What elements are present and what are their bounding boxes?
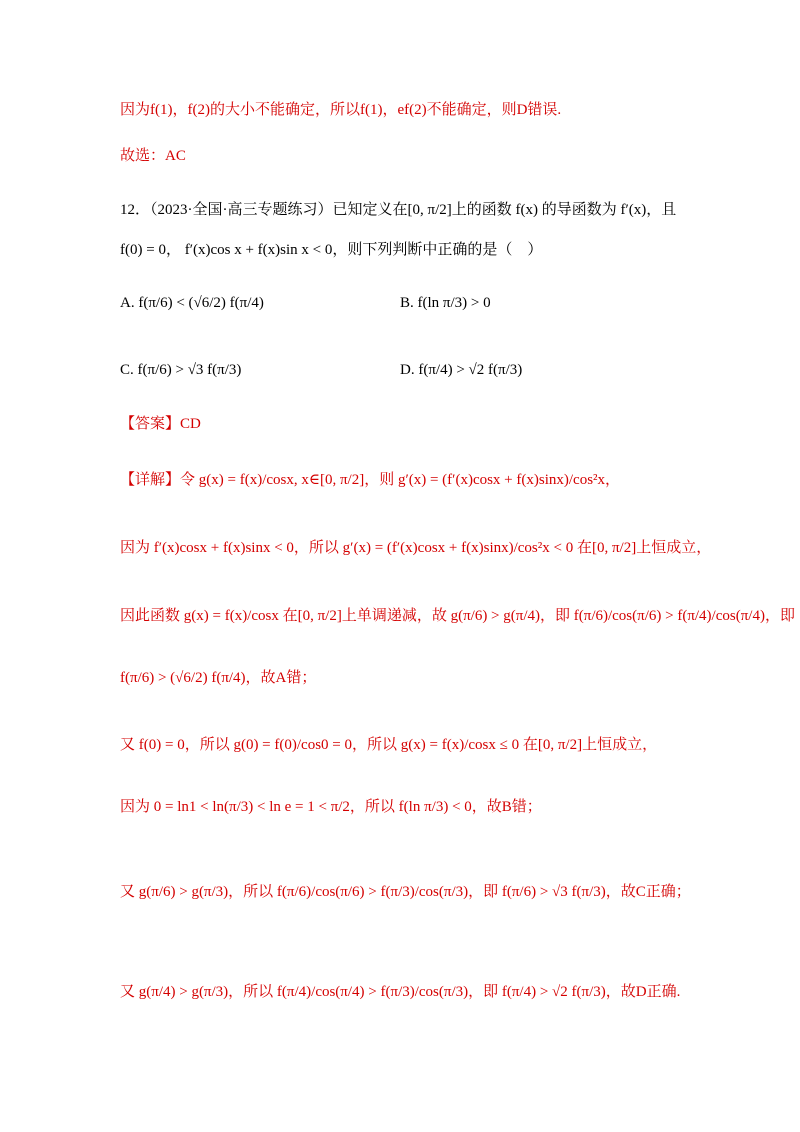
explanation-line-4 <box>120 668 316 688</box>
question-stem-a: 已知定义在[0, π/2]上的函数 f(x) 的导函数为 f′(x)，且 <box>332 202 677 218</box>
option-a <box>120 295 264 312</box>
option-key: D. <box>400 362 415 378</box>
question-stem-line2 <box>120 240 542 260</box>
option-text: f(π/6) > √3 f(π/3) <box>137 362 242 378</box>
explanation-text: 又 g(π/6) > g(π/3)，所以 f(π/6)/cos(π/6) > f(π/3)/cos(π/3)，即 f(π/6) > √3 f(π/3)，故C正确； <box>120 884 691 900</box>
explanation-line-7 <box>120 882 691 902</box>
explanation-line-5 <box>120 735 657 755</box>
explanation-text: 因为 0 = ln1 < ln(π/3) < ln e = 1 < π/2，所以 f(ln π/3) < 0，故B错； <box>120 799 542 815</box>
prev-solution-text: 因为f(1)，f(2)的大小不能确定，所以f(1)，ef(2)不能确定，则D错误. <box>120 102 562 118</box>
option-b <box>400 295 491 312</box>
answer-label: 【答案】CD <box>120 416 201 432</box>
explanation-line-6 <box>120 797 542 817</box>
option-text: f(π/6) < (√6/2) f(π/4) <box>138 295 264 311</box>
question-stem-b: f(0) = 0， f′(x)cos x + f(x)sin x < 0，则下列判断中正确的是（ ） <box>120 242 543 258</box>
option-c <box>120 362 241 379</box>
prev-solution-line <box>120 100 561 120</box>
option-d <box>400 362 522 379</box>
question-number: 12． <box>120 202 151 218</box>
option-key: A. <box>120 295 135 311</box>
option-key: B. <box>400 295 414 311</box>
explanation-text: 令 g(x) = f(x)/cosx, x∈[0, π/2]，则 g′(x) = (f′(x)cosx + f(x)sinx)/cos²x， <box>180 472 621 488</box>
option-text: f(ln π/3) > 0 <box>417 295 491 311</box>
explanation-line-3 <box>120 606 795 626</box>
prev-answer-choice <box>120 146 186 166</box>
answer-line <box>120 414 201 434</box>
option-key: C. <box>120 362 134 378</box>
question-stem-line1 <box>120 200 676 220</box>
question-source: （2023·全国·高三专题练习） <box>150 202 333 218</box>
explanation-line-8 <box>120 982 680 1002</box>
explanation-label: 【详解】 <box>120 472 181 488</box>
explanation-text: f(π/6) > (√6/2) f(π/4)，故A错； <box>120 670 317 686</box>
prev-answer-text: 故选：AC <box>120 148 186 164</box>
explanation-line-1 <box>120 470 620 490</box>
explanation-text: 因此函数 g(x) = f(x)/cosx 在[0, π/2]上单调递减，故 g(π/6) > g(π/4)，即 f(π/6)/cos(π/6) > f(π/4)/cos(π/4)，即 <box>120 608 795 624</box>
explanation-text: 又 f(0) = 0，所以 g(0) = f(0)/cos0 = 0，所以 g(x) = f(x)/cosx ≤ 0 在[0, π/2]上恒成立， <box>120 737 658 753</box>
option-text: f(π/4) > √2 f(π/3) <box>418 362 523 378</box>
explanation-text: 因为 f′(x)cosx + f(x)sinx < 0，所以 g′(x) = (f′(x)cosx + f(x)sinx)/cos²x < 0 在[0, π/2]上恒成立， <box>120 540 712 556</box>
explanation-text: 又 g(π/4) > g(π/3)，所以 f(π/4)/cos(π/4) > f(π/3)/cos(π/3)，即 f(π/4) > √2 f(π/3)，故D正确. <box>120 984 681 1000</box>
explanation-line-2 <box>120 538 711 558</box>
